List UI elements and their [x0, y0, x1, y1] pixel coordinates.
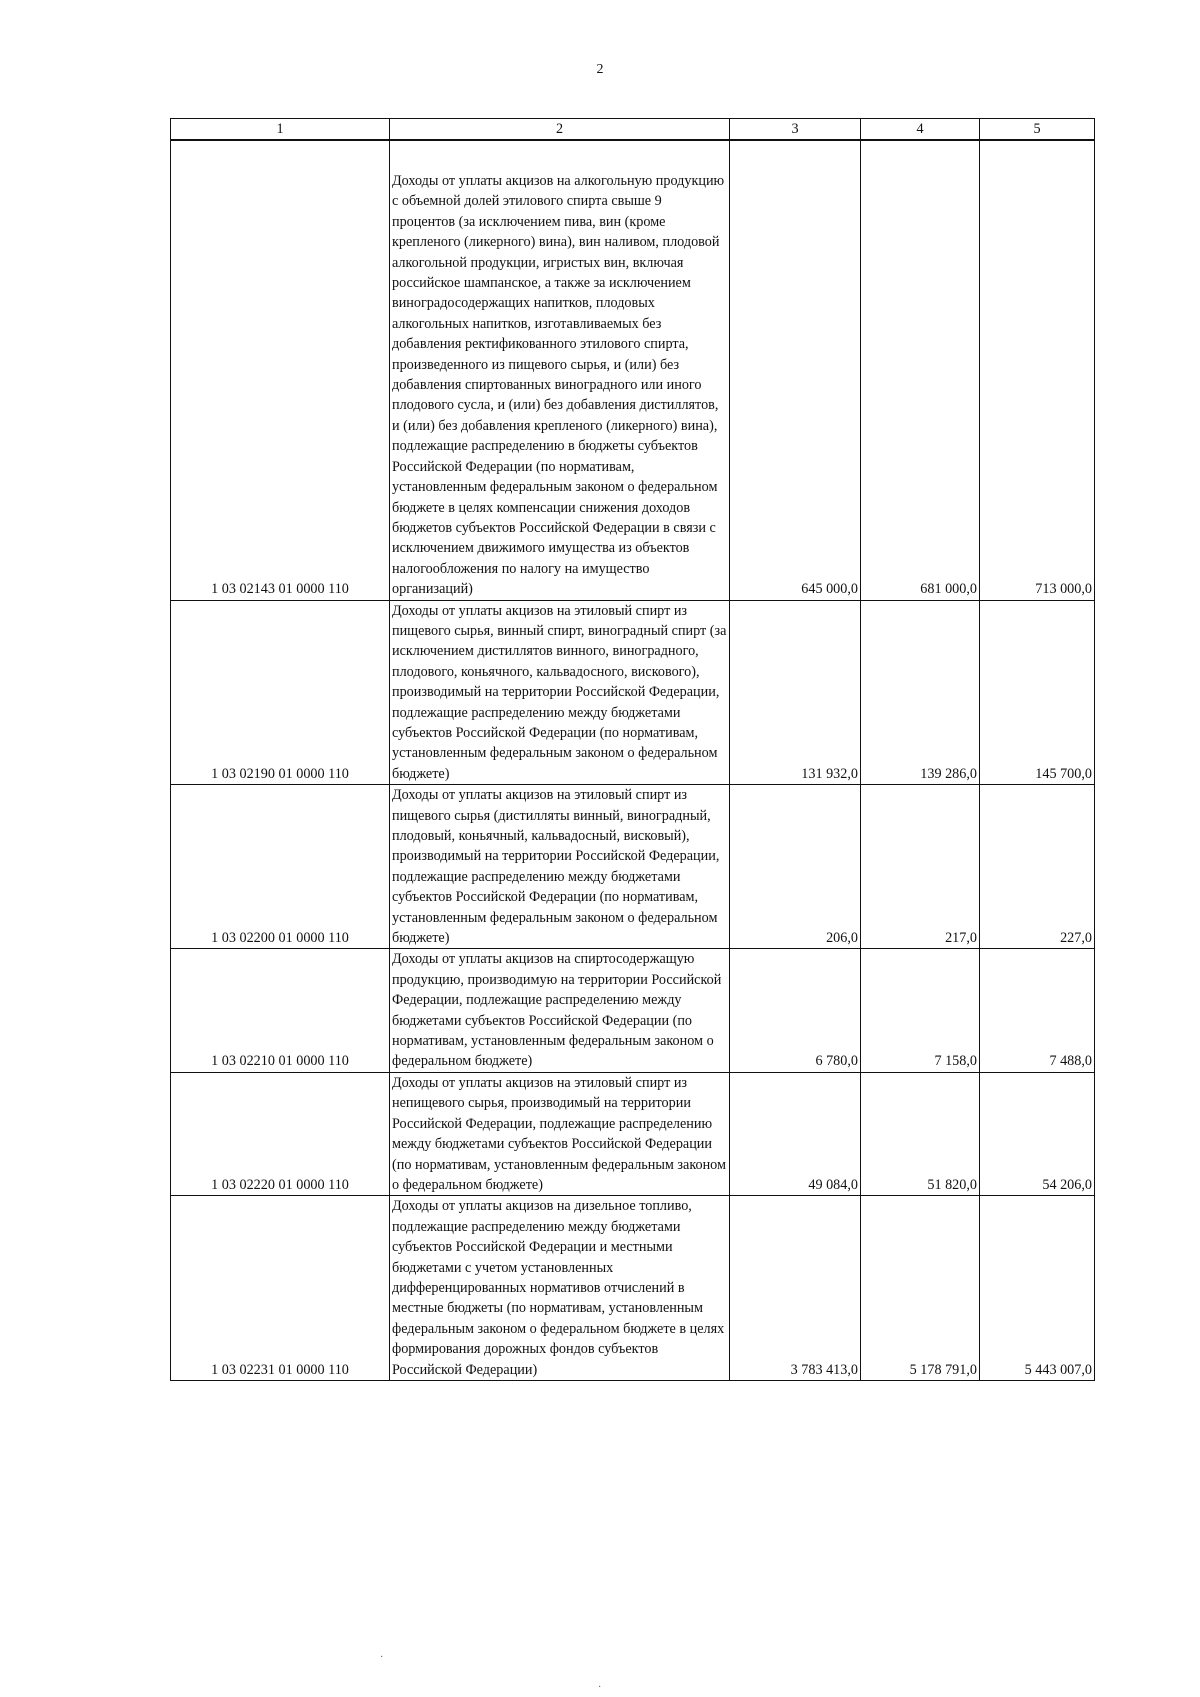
column-header-1: 1	[171, 119, 390, 141]
scan-speck: ·	[380, 1652, 384, 1663]
amount-col4: 217,0	[861, 785, 980, 949]
table-row	[171, 600, 1095, 785]
revenue-description: Доходы от уплаты акцизов на этиловый спирт из пищевого сырья (дистилляты винный, виноградный, плодовый, коньячный, кальвадосный, висковый), производимый на территории Российской Федерации, подлежащие распределению между бюджетами субъектов Российской Федерации (по нормативам, установленным федеральным законом о федеральном бюджете)	[390, 785, 730, 949]
scan-speck: ·	[598, 1682, 602, 1693]
amount-col3: 49 084,0	[730, 1072, 861, 1195]
revenue-code: 1 03 02190 01 0000 110	[171, 600, 390, 785]
revenue-code: 1 03 02143 01 0000 110	[171, 140, 390, 600]
revenue-code: 1 03 02210 01 0000 110	[171, 949, 390, 1072]
revenue-description: Доходы от уплаты акцизов на этиловый спирт из пищевого сырья, винный спирт, виноградный спирт (за исключением дистиллятов винного, виноградного, плодового, коньячного, кальвадосного, вискового), производимый на территории Российской Федерации, подлежащие распределению между бюджетами субъектов Российской Федерации (по нормативам, установленным федеральным законом о федеральном бюджете)	[390, 600, 730, 785]
amount-col5: 227,0	[980, 785, 1095, 949]
amount-col5: 145 700,0	[980, 600, 1095, 785]
revenue-code: 1 03 02231 01 0000 110	[171, 1196, 390, 1381]
amount-col5: 5 443 007,0	[980, 1196, 1095, 1381]
revenue-description: Доходы от уплаты акцизов на дизельное топливо, подлежащие распределению между бюджетами субъектов Российской Федерации и местными бюджетами с учетом установленных дифференцированных нормативов отчислений в местные бюджеты (по нормативам, установленным федеральным законом о федеральном бюджете в целях формирования дорожных фондов субъектов Российской Федерации)	[390, 1196, 730, 1381]
revenue-description: Доходы от уплаты акцизов на алкогольную продукцию с объемной долей этилового спирта свыше 9 процентов (за исключением пива, вин (кроме крепленого (ликерного) вина), вин наливом, плодовой алкогольной продукции, игристых вин, включая российское шампанское, а также за исключением виноградосодержащих напитков, плодовых алкогольных напитков, изготавливаемых без добавления ректификованного этилового спирта, произведенного из пищевого сырья, и (или) без добавления спиртованных виноградного или иного плодового сусла, и (или) без добавления дистиллятов, и (или) без добавления крепленого (ликерного) вина), подлежащие распределению в бюджеты субъектов Российской Федерации (по нормативам, установленным федеральным законом о федеральном бюджете в целях компенсации снижения доходов бюджетов субъектов Российской Федерации в связи с исключением движимого имущества из объектов налогообложения по налогу на имущество организаций)	[390, 140, 730, 600]
amount-col3: 131 932,0	[730, 600, 861, 785]
amount-col5: 7 488,0	[980, 949, 1095, 1072]
amount-col4: 139 286,0	[861, 600, 980, 785]
revenue-code: 1 03 02200 01 0000 110	[171, 785, 390, 949]
table-row	[171, 785, 1095, 949]
table-row	[171, 140, 1095, 600]
amount-col5: 54 206,0	[980, 1072, 1095, 1195]
amount-col4: 5 178 791,0	[861, 1196, 980, 1381]
amount-col3: 645 000,0	[730, 140, 861, 600]
revenue-description: Доходы от уплаты акцизов на спиртосодержащую продукцию, производимую на территории Российской Федерации, подлежащие распределению между бюджетами субъектов Российской Федерации (по нормативам, установленным федеральным законом о федеральном бюджете)	[390, 949, 730, 1072]
revenue-description: Доходы от уплаты акцизов на этиловый спирт из непищевого сырья, производимый на территории Российской Федерации, подлежащие распределению между бюджетами субъектов Российской Федерации (по нормативам, установленным федеральным законом о федеральном бюджете)	[390, 1072, 730, 1195]
amount-col3: 206,0	[730, 785, 861, 949]
revenue-table	[170, 118, 1095, 1381]
table-row	[171, 1072, 1095, 1195]
column-header-3: 3	[730, 119, 861, 141]
amount-col3: 3 783 413,0	[730, 1196, 861, 1381]
table-row	[171, 949, 1095, 1072]
amount-col4: 681 000,0	[861, 140, 980, 600]
page-number: 2	[596, 62, 604, 77]
column-header-2: 2	[390, 119, 730, 141]
table-row	[171, 1196, 1095, 1381]
column-header-5: 5	[980, 119, 1095, 141]
column-header-4: 4	[861, 119, 980, 141]
amount-col4: 51 820,0	[861, 1072, 980, 1195]
amount-col3: 6 780,0	[730, 949, 861, 1072]
revenue-code: 1 03 02220 01 0000 110	[171, 1072, 390, 1195]
amount-col5: 713 000,0	[980, 140, 1095, 600]
amount-col4: 7 158,0	[861, 949, 980, 1072]
column-number-row	[171, 119, 1095, 141]
